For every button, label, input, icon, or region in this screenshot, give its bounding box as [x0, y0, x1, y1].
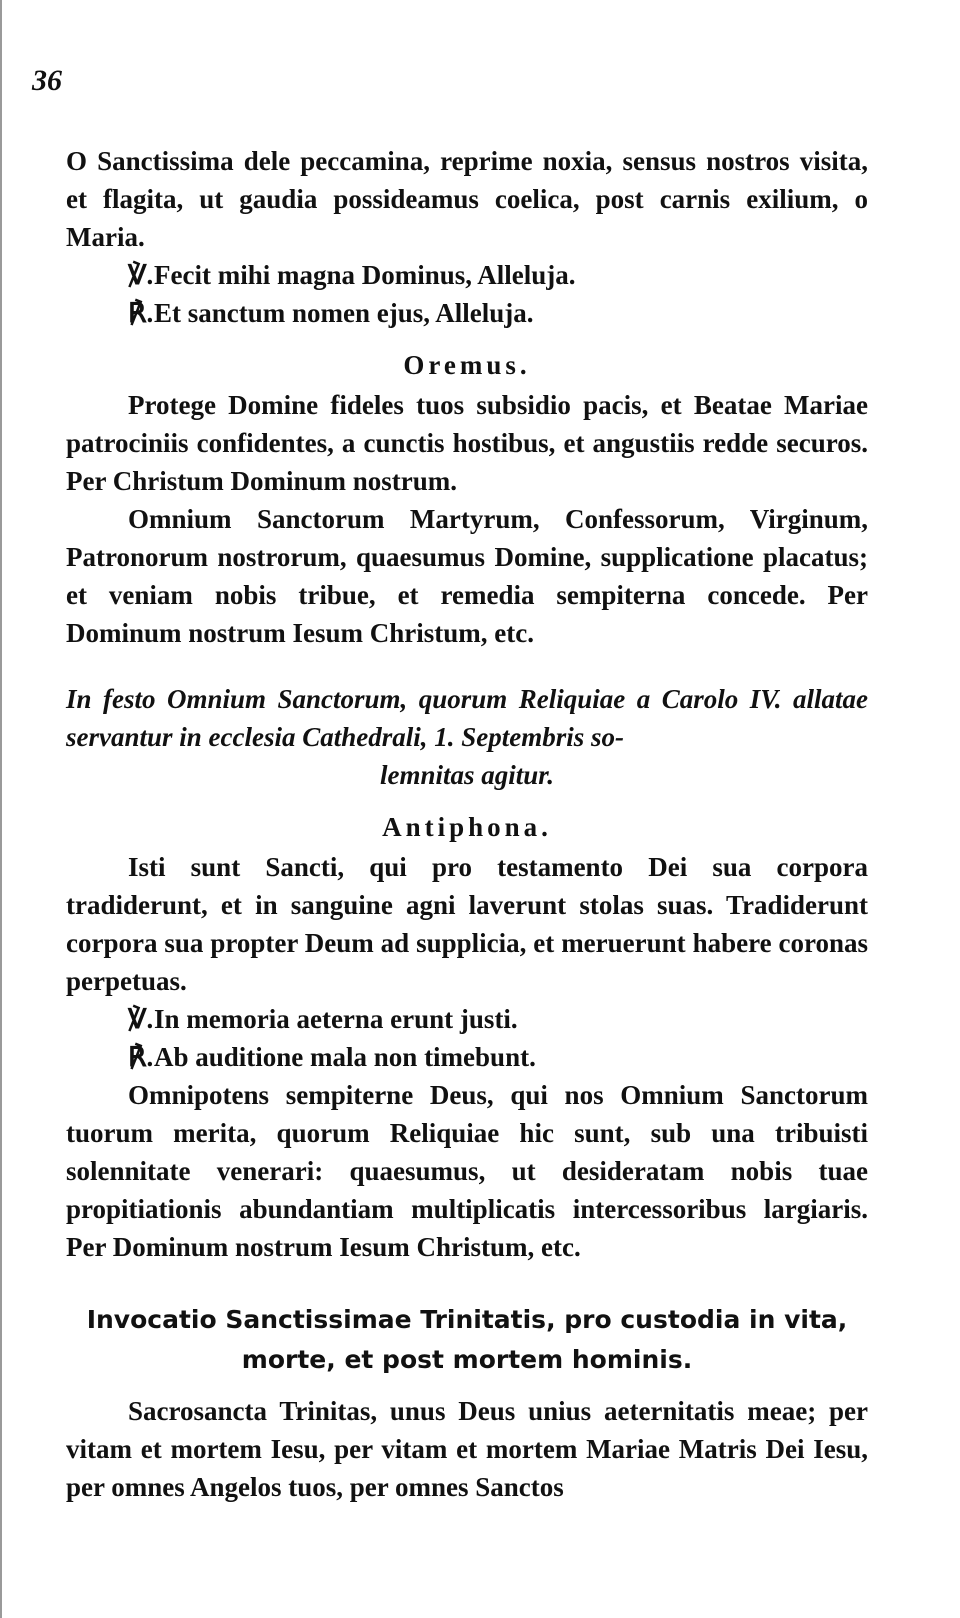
rubric-main: In festo Omnium Sanctorum, quorum Reliquiae a Carolo IV. allatae servantur in ecclesia Cathedrali, 1. Septembris so- — [66, 684, 868, 752]
response-2 — [66, 1038, 868, 1076]
page-number: 36 — [32, 64, 62, 97]
antiphon-text: Isti sunt Sancti, qui pro testamento Dei sua corpora tradiderunt, et in sanguine agni laverunt stolas suas. Tradiderunt corpora sua propter Deum ad supplicia, et meruerunt habere coronas perpetuas. — [66, 852, 868, 996]
paragraph-sacrosancta: Sacrosancta Trinitas, unus Deus unius aeternitatis meae; per vitam et mortem Iesu, per vitam et mortem Mariae Matris Dei Iesu, per omnes Angelos tuos, per omnes Sanctos — [66, 1396, 868, 1502]
versicle-2 — [66, 1000, 868, 1038]
response-symbol: ℟. — [128, 1042, 154, 1072]
heading-oremus: Oremus. — [403, 350, 531, 380]
rubric-in-festo — [66, 680, 868, 794]
prayer-protege: Protege Domine fideles tuos subsidio pacis, et Beatae Mariae patrociniis confidentes, a cunctis hostibus, et angustiis redde securos. Per Christum Dominum nostrum. — [66, 390, 868, 496]
page-edge-line — [0, 0, 2, 1618]
versicle-text: In memoria aeterna erunt justi. — [154, 1004, 518, 1034]
page-content — [66, 142, 868, 1506]
prayer-omnium-sanctorum: Omnium Sanctorum Martyrum, Confessorum, Virginum, Patronorum nostrorum, quaesumus Domine, supplicatione placatus; et veniam nobis tribue, et remedia sempiterna concede. Per Dominum nostrum Iesum Christum, etc. — [66, 504, 868, 648]
prayer-omnipotens: Omnipotens sempiterne Deus, qui nos Omnium Sanctorum tuorum merita, quorum Reliquiae hic sunt, sub una tribuisti solennitate venerari: quaesumus, ut desideratam nobis tuae propitiationis abundantiam multiplicatis intercessoribus largiaris. Per Dominum nostrum Iesum Christum, etc. — [66, 1080, 868, 1262]
response-1 — [66, 294, 868, 332]
versicle-symbol: ℣. — [128, 260, 154, 290]
versicle-symbol: ℣. — [128, 1004, 154, 1034]
versicle-text: Fecit mihi magna Dominus, Alleluja. — [154, 260, 576, 290]
paragraph-o-sanctissima: O Sanctissima dele peccamina, reprime noxia, sensus nostros visita, et flagita, ut gaudia possideamus coelica, post carnis exilium, o Maria. — [66, 146, 868, 252]
rubric-end: lemnitas agitur. — [379, 760, 555, 790]
heading-antiphona: Antiphona. — [382, 812, 552, 842]
response-text: Ab auditione mala non timebunt. — [154, 1042, 536, 1072]
section-title-invocatio: Invocatio Sanctissimae Trinitatis, pro custodia in vita, morte, et post mortem hominis. — [86, 1305, 848, 1374]
response-text: Et sanctum nomen ejus, Alleluja. — [154, 298, 534, 328]
versicle-1 — [66, 256, 868, 294]
response-symbol: ℟. — [128, 298, 154, 328]
